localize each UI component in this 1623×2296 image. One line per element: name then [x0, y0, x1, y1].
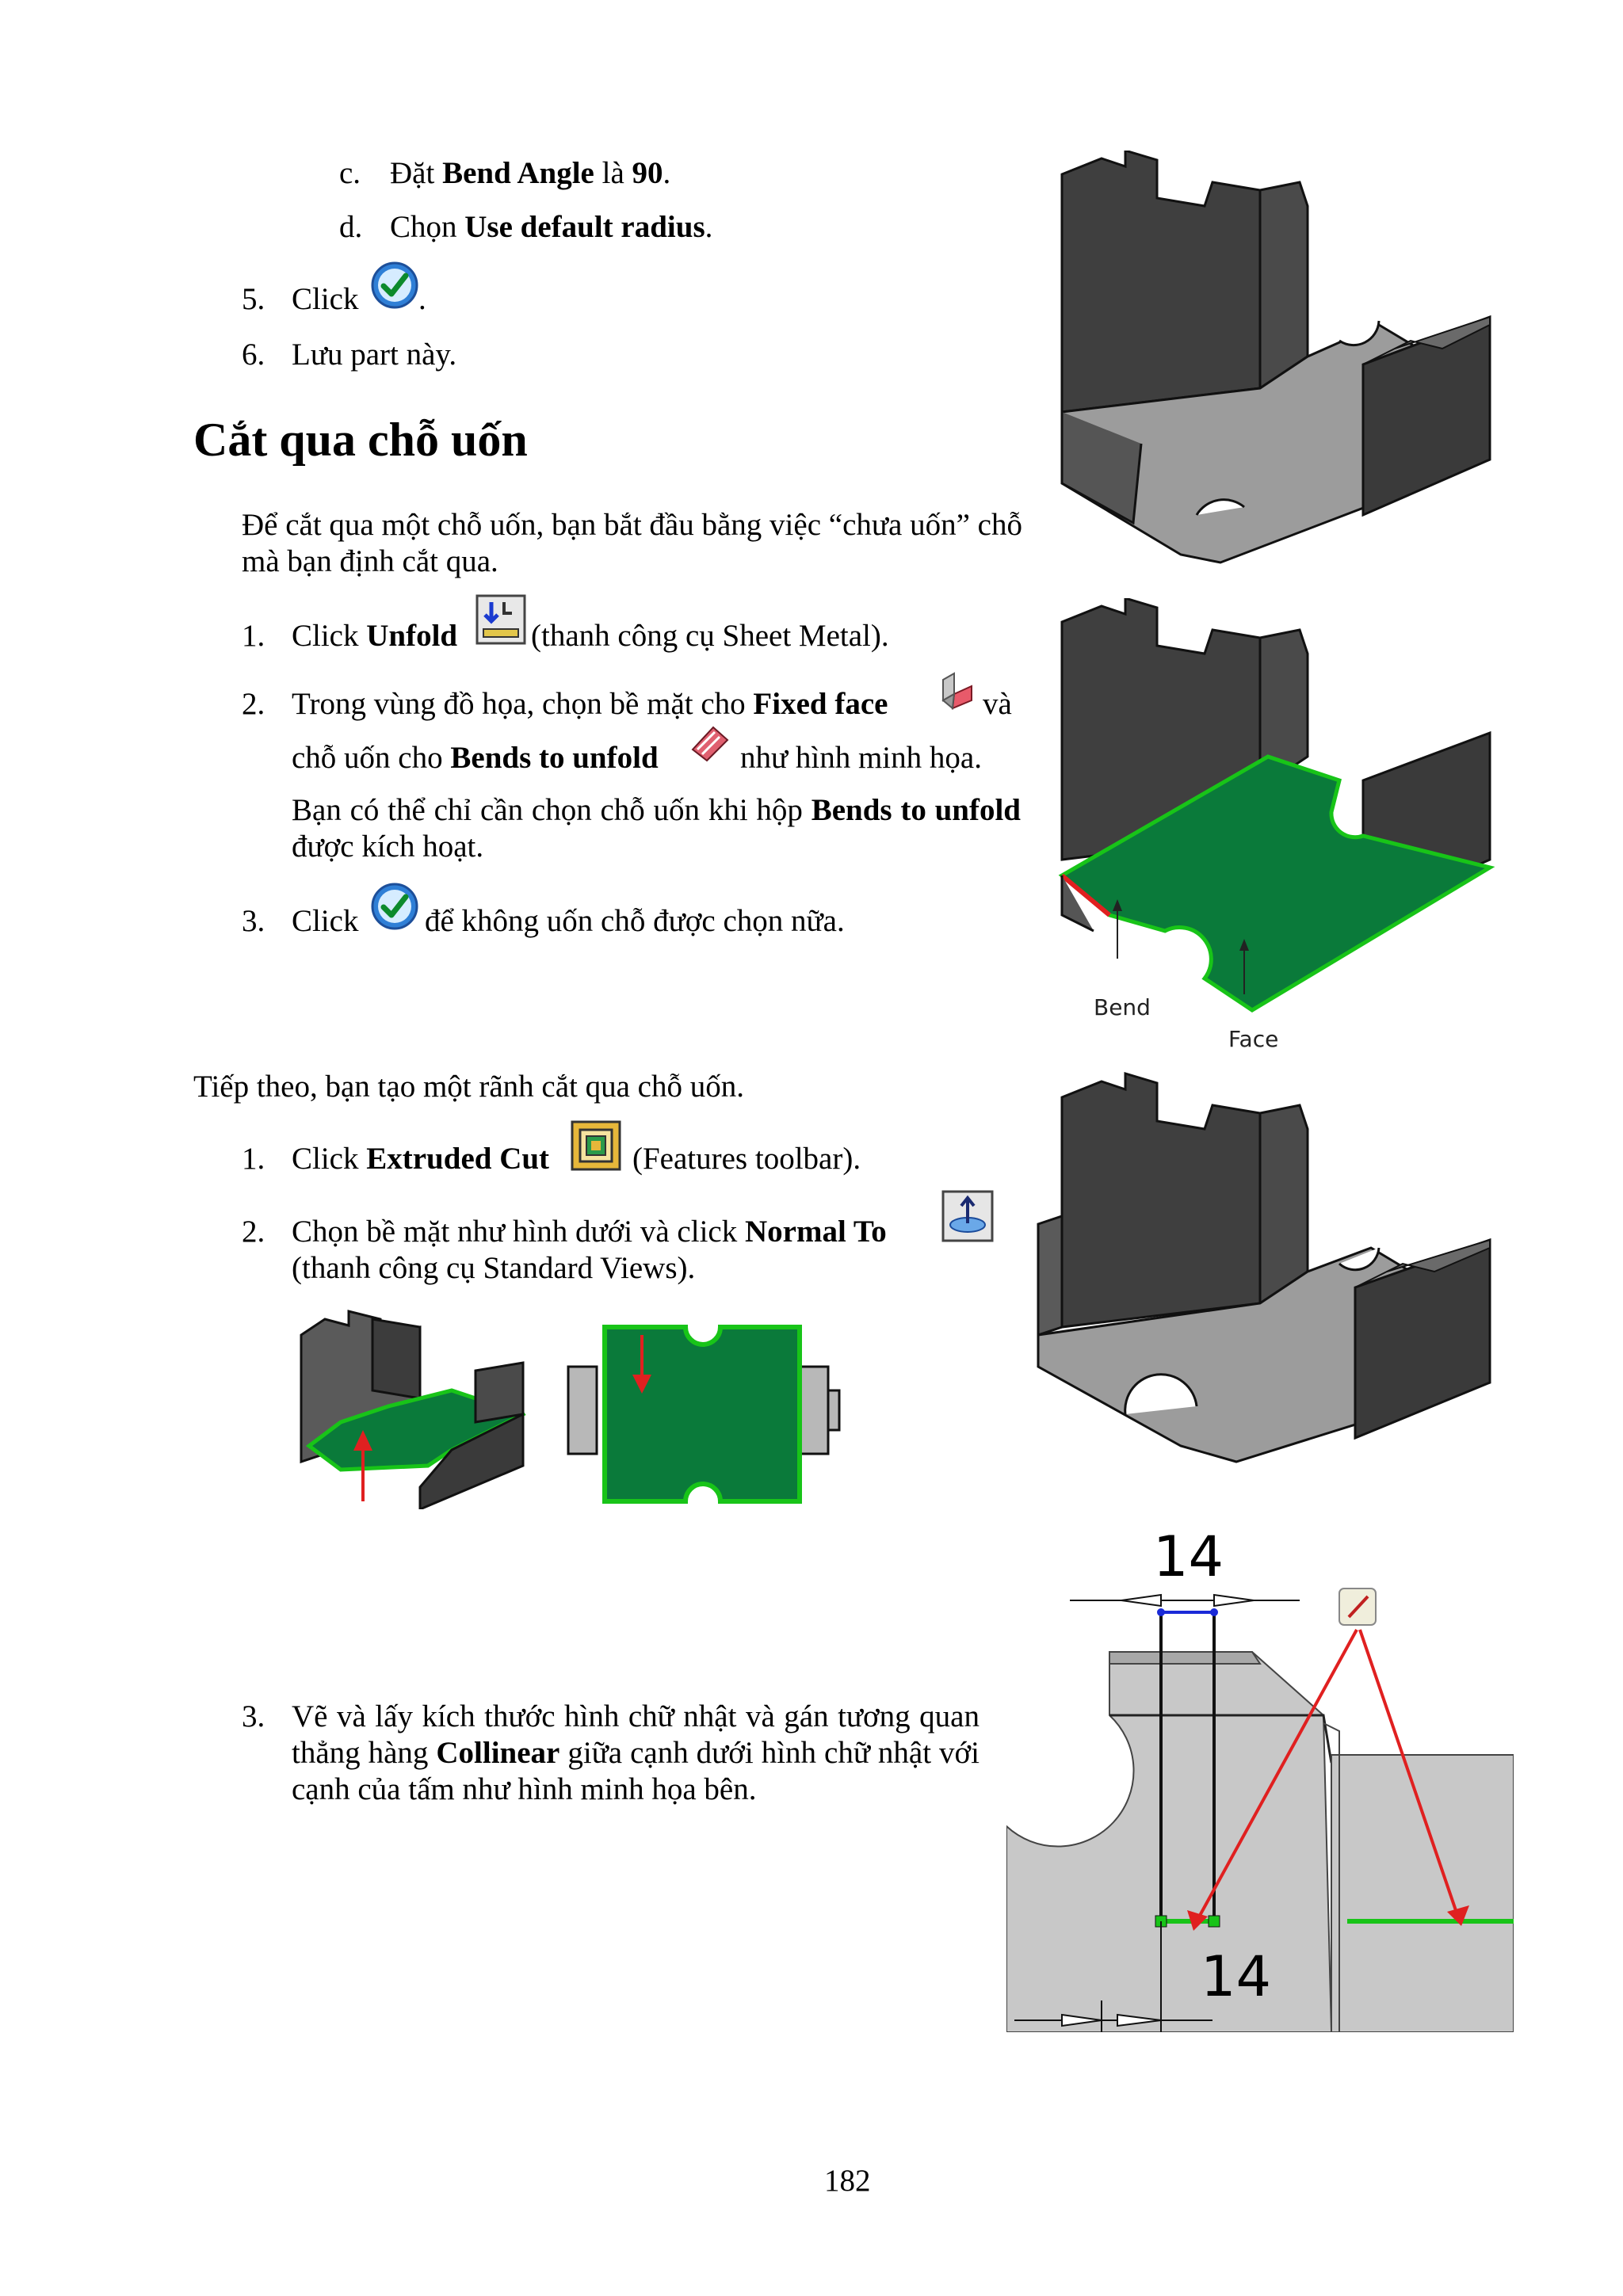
face-selection-front-figure [567, 1303, 852, 1509]
section-heading: Cắt qua chỗ uốn [193, 414, 528, 466]
list-item [292, 281, 359, 318]
list-item [390, 155, 670, 192]
dimension-top: 14 [1153, 1524, 1224, 1589]
item-bold: Unfold [366, 619, 458, 653]
list-marker: 2. [242, 687, 265, 721]
item-bold: Extruded Cut [366, 1142, 550, 1176]
face-selection-iso-figure [293, 1303, 539, 1509]
item-text: (Features toolbar). [632, 1142, 861, 1176]
extruded-cut-icon [571, 1120, 621, 1171]
item-bold: Fixed face [753, 687, 888, 721]
item-text: . [705, 210, 713, 244]
page-number: 182 [824, 2164, 871, 2198]
face-label: Face [1228, 1026, 1279, 1052]
list-marker: d. [339, 210, 363, 244]
item-text: được kích hoạt. [292, 830, 484, 864]
unfolded-box-figure [1022, 1066, 1506, 1478]
item-text: Đặt [390, 156, 443, 190]
item-text: Click [292, 282, 359, 316]
list-item [390, 209, 712, 246]
item-text: Trong vùng đồ họa, chọn bề mặt cho [292, 687, 754, 721]
note-paragraph [292, 792, 1021, 865]
item-text: là [594, 156, 632, 190]
fixed-face-icon [935, 669, 980, 713]
item-text: Click [292, 1142, 367, 1176]
ok-check-icon [369, 260, 420, 311]
list-marker: 3. [242, 904, 265, 938]
item-bold: Use default radius [464, 210, 705, 244]
item-bold: 90 [632, 156, 663, 190]
list-marker: 3. [242, 1699, 265, 1733]
bend-label: Bend [1094, 994, 1151, 1020]
unfold-icon [475, 594, 526, 645]
list-marker: 1. [242, 619, 265, 653]
item-text: Click [292, 904, 359, 938]
item-text: Chọn [390, 210, 465, 244]
item-text: và [983, 687, 1012, 721]
ok-check-icon [369, 881, 420, 932]
item-text: . [663, 156, 671, 190]
item-bold: Bend Angle [442, 156, 594, 190]
item-text: (thanh công cụ Standard Views). [292, 1251, 696, 1285]
normal-to-icon [941, 1190, 994, 1242]
dimension-bottom: 14 [1201, 1944, 1272, 2009]
item-bold: Normal To [744, 1215, 887, 1249]
item-text: Bạn có thể chỉ cần chọn chỗ uốn khi hộp [292, 793, 812, 827]
fixed-face-bend-figure [1046, 598, 1506, 1042]
bends-to-unfold-icon [686, 718, 734, 765]
item-text: giữa cạnh dưới hình chữ nhật với cạnh của tấm như hình minh họa bên. [292, 1736, 980, 1806]
item-bold: Collinear [436, 1736, 560, 1770]
list-marker: c. [339, 156, 361, 190]
item-text: chỗ uốn cho [292, 741, 451, 775]
sheet-metal-box-figure [1046, 151, 1506, 578]
list-item: Lưu part này. [292, 338, 457, 372]
list-item [292, 1699, 980, 1808]
list-marker: 2. [242, 1215, 265, 1249]
item-text: (thanh công cụ Sheet Metal). [531, 619, 889, 653]
list-marker: 6. [242, 338, 265, 372]
list-marker: 5. [242, 282, 265, 316]
list-item [292, 1141, 549, 1177]
list-item [292, 618, 457, 654]
item-text: như hình minh họa. [740, 741, 982, 775]
list-item [292, 686, 888, 723]
item-bold: Bends to unfold [811, 793, 1022, 827]
list-marker: 1. [242, 1142, 265, 1176]
item-text: Click [292, 619, 367, 653]
next-intro: Tiếp theo, bạn tạo một rãnh cắt qua chỗ uốn. [193, 1070, 744, 1104]
intro-paragraph: Để cắt qua một chỗ uốn, bạn bắt đầu bằng việc “chưa uốn” chỗ mà bạn định cắt qua. [242, 508, 1022, 578]
list-item [292, 1214, 887, 1250]
item-text: . [418, 282, 426, 316]
item-text: để không uốn chỗ được chọn nữa. [425, 904, 845, 938]
item-text: Vẽ và lấy kích thước hình chữ nhật và gán tương quan thẳng hàng [292, 1699, 980, 1770]
item-bold: Bends to unfold [450, 741, 659, 775]
item-text: Chọn bề mặt như hình dưới và click [292, 1215, 745, 1249]
list-item [292, 740, 659, 776]
